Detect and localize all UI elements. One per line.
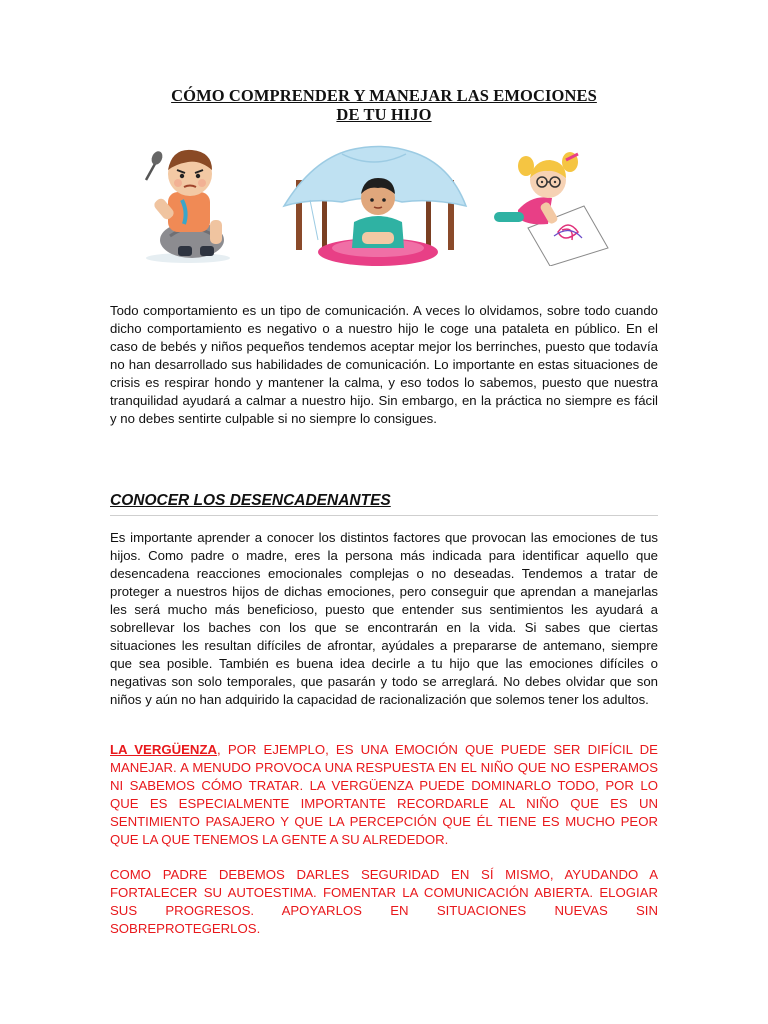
parent-advice-paragraph: COMO PADRE DEBEMOS DARLES SEGURIDAD EN SÍ MISMO, AYUDANDO A FORTALECER SU AUTOESTIMA. FOMENTAR LA COMUNICACIÓN ABIERTA. ELOGIAR SUS PROGRESOS. APOYARLOS EN SITUACIONES NUEVAS SIN SOBREPROTEGERLOS. bbox=[110, 867, 658, 936]
title-line-2: DE TU HIJO bbox=[336, 105, 432, 124]
shame-paragraph bbox=[110, 741, 658, 849]
drawing-girl-illustration bbox=[488, 140, 614, 266]
shame-term: LA VERGÜENZA bbox=[110, 742, 218, 757]
shame-paragraph-text: , POR EJEMPLO, ES UNA EMOCIÓN QUE PUEDE SER DIFÍCIL DE MANEJAR. A MENUDO PROVOCA UNA RESPUESTA EN EL NIÑO QUE NO ESPERAMOS NI SABEMOS CÓMO TRATAR. LA VERGÜENZA PUEDE DOMINARLO TODO, POR LO QUE ES ESPECIALMENTE IMPORTANTE RECORDARLE AL NIÑO QUE ES UN SENTIMIENTO PASAJERO Y QUE LA PERCEPCIÓN QUE ÉL TIENE ES MUCHO PEOR QUE LA QUE TENEMOS LA GENTE A SU ALREDEDOR. bbox=[110, 742, 658, 847]
angry-boy-illustration bbox=[130, 140, 242, 266]
intro-paragraph: Todo comportamiento es un tipo de comunicación. A veces lo olvidamos, sobre todo cuando dicho comportamiento es negativo o a nuestro hijo le coge una pataleta en público. En el caso de bebés y niños pequeños tendemos aceptar mejor los berrinches, puesto que todavía no han desarrollado sus habilidades de comunicación. Lo importante en estas situaciones de crisis es respirar hondo y mantener la calma, y eso todos lo sabemos, puesto que nuestra tranquilidad ayudará a calmar a nuestro hijo. Sin embargo, en la práctica no siempre es fácil y no debes sentirte culpable si no siempre lo consigues. bbox=[110, 303, 658, 426]
tent-child-illustration bbox=[282, 140, 468, 270]
document-title bbox=[0, 86, 768, 124]
section-heading: CONOCER LOS DESENCADENANTES bbox=[110, 492, 391, 509]
title-line-1: CÓMO COMPRENDER Y MANEJAR LAS EMOCIONES bbox=[171, 86, 597, 105]
section-body-paragraph: Es importante aprender a conocer los distintos factores que provocan las emociones de tus hijos. Como padre o madre, eres la persona más indicada para identificar aquello que desencadena reacciones emocionales complejas o no deseadas. Tendemos a tratar de proteger a nuestros hijos de dichas emociones, pero conseguir que aprendan a manejarlas les será mucho más beneficioso, puesto que entender sus sentimientos les ayudará a sobrellevar los baches con los que se encontrarán en la vida. Si sabes que ciertas situaciones les resultan difíciles de afrontar, ayúdales a prepararse de antemano, siempre que sea posible. También es buena idea decirle a tu hijo que las emociones difíciles o negativas son solo temporales, que pasarán y todo se arreglará. No debes olvidar que son niños y aún no han adquirido la capacidad de racionalización que solemos tener los adultos. bbox=[110, 530, 658, 707]
heading-divider bbox=[110, 515, 658, 516]
